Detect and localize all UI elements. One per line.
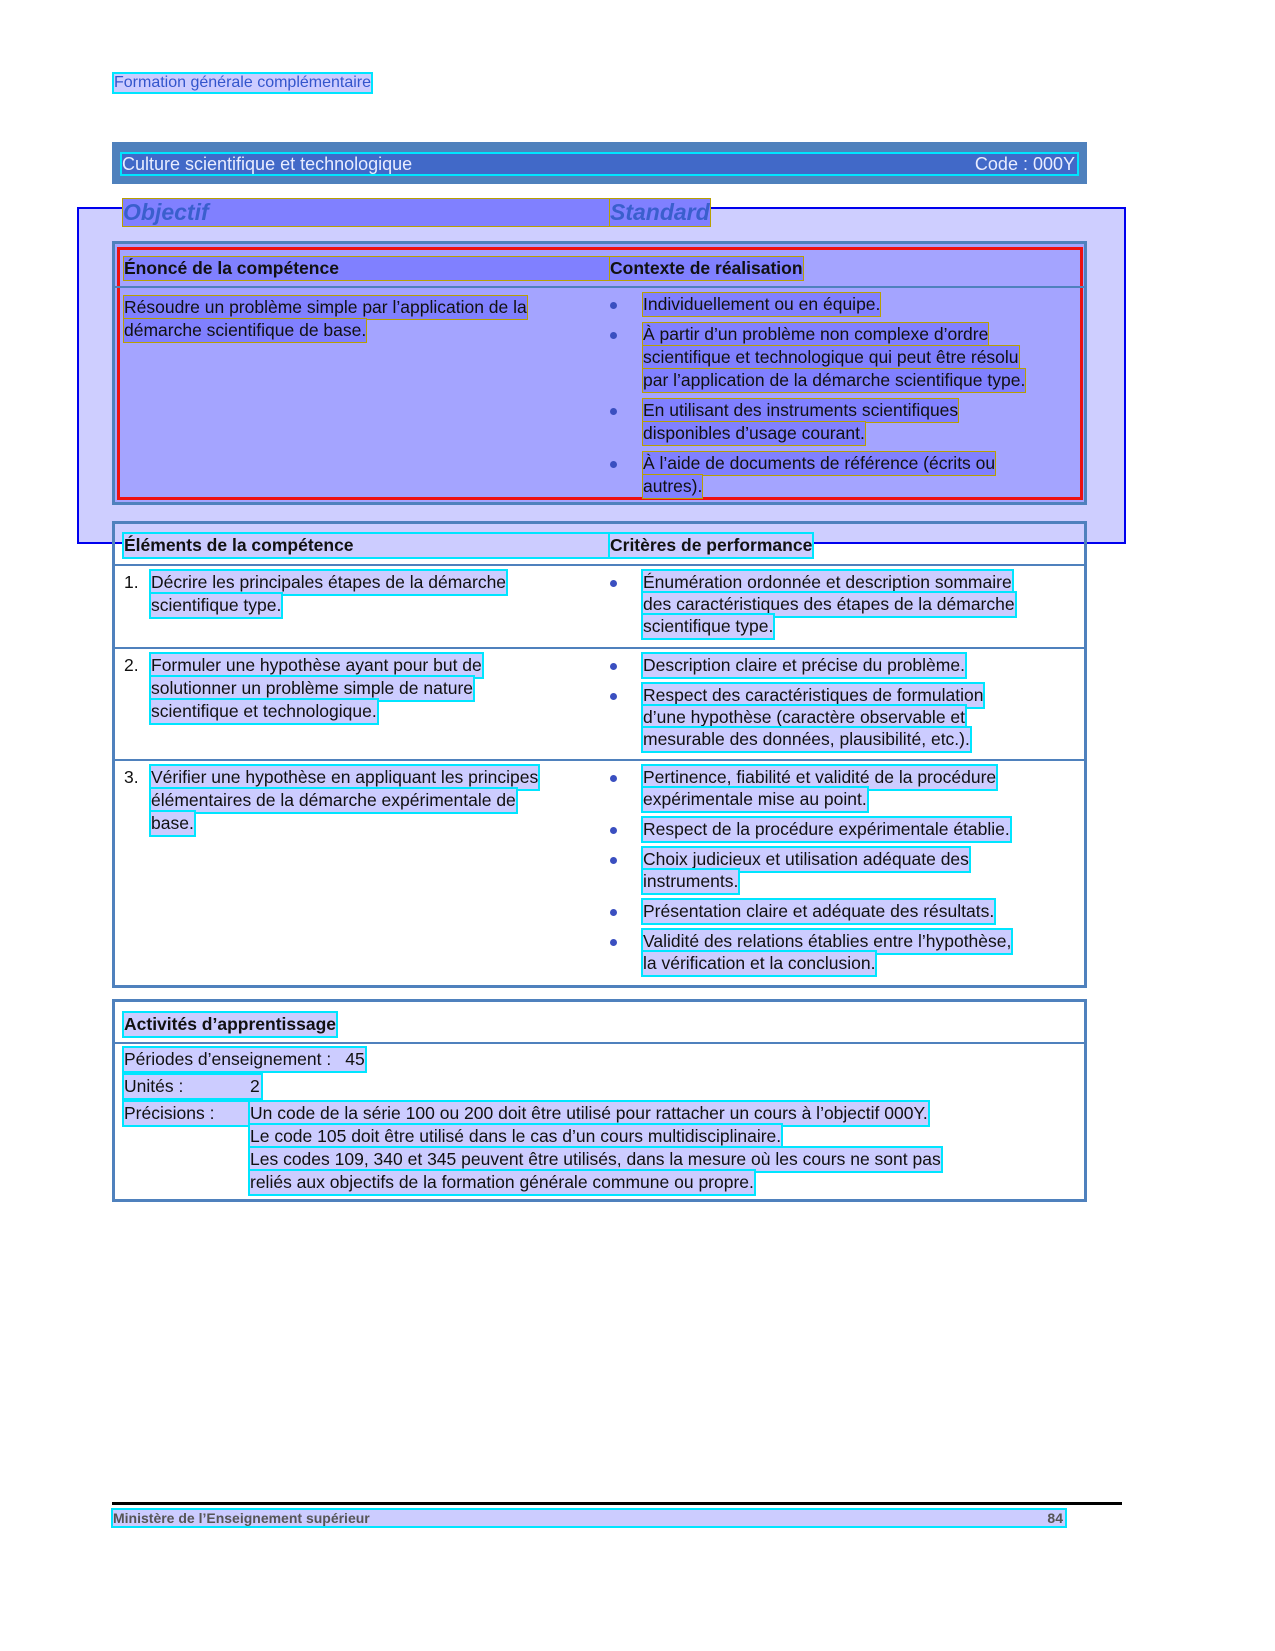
bullet-icon: [610, 939, 617, 946]
critere-line: expérimentale mise au point.: [643, 789, 867, 809]
bullet-icon: [610, 693, 617, 700]
course-code: Code : 000Y: [974, 154, 1075, 174]
objectif-heading: Objectif: [123, 199, 609, 226]
contexte-line: disponibles d’usage courant.: [643, 423, 865, 443]
footer-rule: [112, 1502, 1122, 1505]
element-line: Décrire les principales étapes de la démarche: [151, 572, 507, 592]
contexte-header: Contexte de réalisation: [610, 258, 803, 278]
footer-ministry: Ministère de l’Enseignement supérieur: [113, 1510, 370, 1526]
bullet-icon: [610, 857, 617, 864]
competence-box: [112, 241, 1087, 505]
periodes-label: Périodes d’enseignement :: [124, 1049, 332, 1069]
enonce-line: Résoudre un problème simple par l’application de la: [124, 297, 527, 317]
critere-line: Description claire et précise du problème.: [643, 655, 965, 675]
precision-line: Le code 105 doit être utilisé dans le cas d’un cours multidisciplinaire.: [250, 1126, 782, 1146]
contexte-line: autres).: [643, 476, 703, 496]
critere-line: la vérification et la conclusion.: [643, 953, 876, 973]
bullet-icon: [610, 909, 617, 916]
periodes-value: 45: [345, 1049, 365, 1069]
unites-value: 2: [250, 1076, 260, 1096]
precision-line: Un code de la série 100 ou 200 doit être utilisé pour rattacher un cours à l’objectif 000Y.: [250, 1103, 928, 1123]
critere-line: scientifique type.: [643, 616, 774, 636]
bullet-icon: [610, 775, 617, 782]
critere-line: instruments.: [643, 871, 739, 891]
elements-header: Éléments de la compétence: [124, 534, 610, 557]
bullet-icon: [610, 332, 617, 339]
element-line: scientifique et technologique.: [151, 701, 377, 721]
critere-line: Choix judicieux et utilisation adéquate des: [643, 849, 969, 869]
enonce-line: démarche scientifique de base.: [124, 320, 367, 340]
critere-line: mesurable des données, plausibilité, etc.).: [643, 729, 970, 749]
criteres-header: Critères de performance: [610, 535, 813, 555]
element-line: base.: [151, 813, 194, 833]
activites-header: Activités d’apprentissage: [124, 1014, 337, 1034]
critere-line: Validité des relations établies entre l’hypothèse,: [643, 931, 1012, 951]
bullet-icon: [610, 408, 617, 415]
critere-line: Énumération ordonnée et description sommaire: [643, 572, 1012, 592]
precisions-label: Précisions :: [124, 1102, 250, 1125]
element-number: 3.: [124, 767, 139, 787]
course-title: Culture scientifique et technologique: [122, 154, 413, 174]
unites-row: [124, 1075, 261, 1098]
element-line: scientifique type.: [151, 595, 282, 615]
periodes-row: [124, 1048, 365, 1071]
enonce-header: Énoncé de la compétence: [124, 257, 610, 280]
critere-line: Respect de la procédure expérimentale établie.: [643, 819, 1010, 839]
contexte-line: En utilisant des instruments scientifiques: [643, 400, 959, 420]
element-line: Vérifier une hypothèse en appliquant les principes: [151, 767, 539, 787]
bullet-icon: [610, 302, 617, 309]
critere-line: d’une hypothèse (caractère observable et: [643, 707, 966, 727]
critere-line: Présentation claire et adéquate des résultats.: [643, 901, 995, 921]
bullet-icon: [610, 663, 617, 670]
title-bar: [112, 142, 1087, 184]
bullet-icon: [610, 461, 617, 468]
running-header: Formation générale complémentaire: [114, 74, 372, 91]
standard-heading: Standard: [610, 199, 710, 225]
critere-line: Pertinence, fiabilité et validité de la procédure: [643, 767, 997, 787]
contexte-line: par l’application de la démarche scientifique type.: [643, 370, 1026, 390]
element-line: élémentaires de la démarche expérimentale de: [151, 790, 516, 810]
contexte-line: À partir d’un problème non complexe d’ordre: [643, 324, 989, 344]
activites-box: [112, 999, 1087, 1202]
element-line: Formuler une hypothèse ayant pour but de: [151, 655, 482, 675]
contexte-line: Individuellement ou en équipe.: [643, 294, 881, 314]
critere-line: Respect des caractéristiques de formulation: [643, 685, 984, 705]
footer: [113, 1510, 1065, 1526]
element-line: solutionner un problème simple de nature: [151, 678, 473, 698]
precision-line: Les codes 109, 340 et 345 peuvent être utilisés, dans la mesure où les cours ne sont pas: [250, 1149, 941, 1169]
contexte-line: scientifique et technologique qui peut être résolu: [643, 347, 1019, 367]
bullet-icon: [610, 580, 617, 587]
elements-box: [112, 521, 1087, 988]
contexte-line: À l’aide de documents de référence (écrits ou: [643, 453, 996, 473]
bullet-icon: [610, 827, 617, 834]
page-number: 84: [1047, 1510, 1063, 1526]
critere-line: des caractéristiques des étapes de la démarche: [643, 594, 1015, 614]
element-number: 1.: [124, 572, 139, 592]
element-number: 2.: [124, 655, 139, 675]
precision-line: reliés aux objectifs de la formation générale commune ou propre.: [250, 1172, 754, 1192]
unites-label: Unités :: [124, 1076, 184, 1096]
